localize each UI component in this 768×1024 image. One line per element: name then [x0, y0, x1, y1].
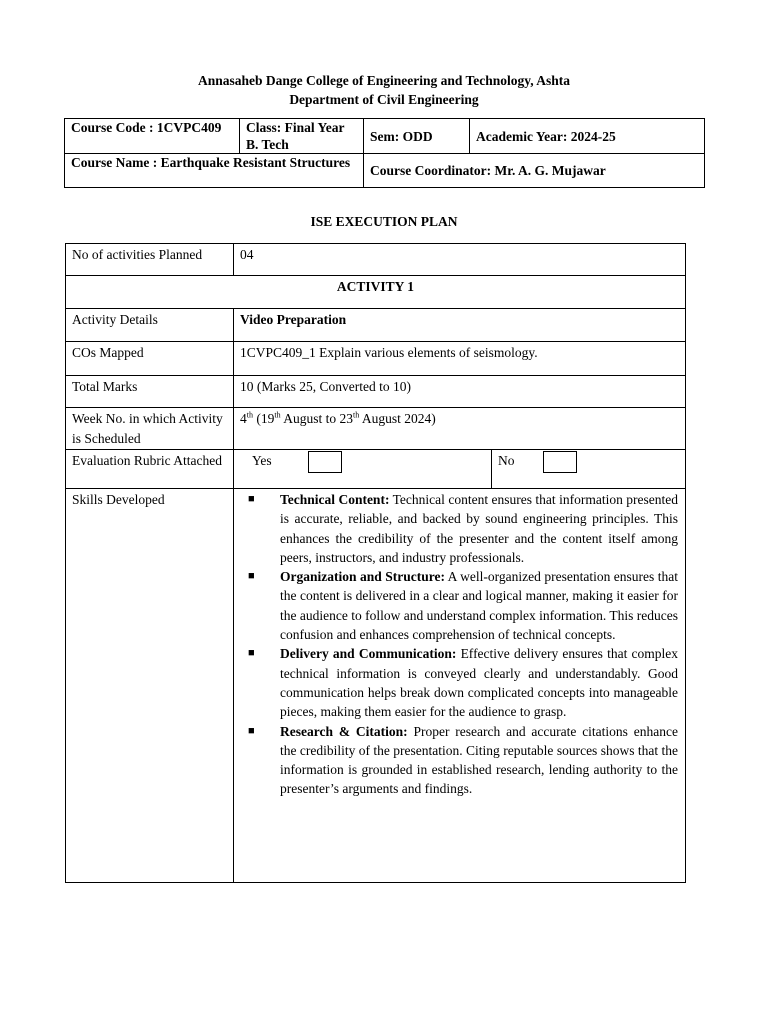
cos-label: COs Mapped — [66, 342, 234, 376]
bullet-icon: ■ — [248, 724, 255, 737]
skill-item: ■ Technical Content: Technical content ensures that information presented is accurate, reliable, and backed by sound engineering principles. This enhances the credibility of the presenter and the content itself among peers, instructors, and industry professionals. — [248, 492, 678, 565]
academic-year-cell: Academic Year: 2024-25 — [470, 119, 705, 154]
sem-cell: Sem: ODD — [364, 119, 470, 154]
course-code-cell: Course Code : 1CVPC409 — [65, 119, 240, 154]
rubric-no-cell — [492, 450, 686, 489]
week-label: Week No. in which Activity is Scheduled — [66, 408, 234, 450]
week-value: 4th (19th August to 23th August 2024) — [234, 408, 686, 450]
college-name: Annasaheb Dange College of Engineering and Technology, Ashta — [197, 73, 571, 88]
skills-cell — [234, 489, 686, 883]
document-header — [0, 71, 768, 109]
coordinator-cell: Course Coordinator: Mr. A. G. Mujawar — [364, 154, 705, 188]
details-value: Video Preparation — [234, 309, 686, 342]
bullet-icon: ■ — [248, 647, 255, 660]
marks-label: Total Marks — [66, 376, 234, 408]
skills-list — [240, 490, 678, 799]
rubric-no-label: No — [498, 453, 515, 468]
skills-label: Skills Developed — [66, 489, 234, 883]
activity-heading: ACTIVITY 1 — [66, 276, 686, 309]
skill-item: ■ Research & Citation: Proper research and accurate citations enhance the credibility of the presentation. Citing reputable sources shows that the information is grounded in established research, lending authority to the presenter’s arguments and findings. — [248, 723, 678, 797]
rubric-yes-cell — [234, 450, 492, 489]
bullet-icon: ■ — [248, 493, 255, 505]
activities-planned-label: No of activities Planned — [66, 244, 234, 276]
skill-item: ■ Organization and Structure: A well-organized presentation ensures that the content is delivered in a clear and logical manner, making it easier for the audience to follow and understand complex information. This reduces confusion and enhances comprehension of technical concepts. — [248, 569, 679, 643]
rubric-yes-label: Yes — [252, 453, 272, 468]
rubric-yes-checkbox[interactable] — [308, 451, 342, 473]
department-name: Department of Civil Engineering — [289, 92, 479, 107]
skill-item: ■ Delivery and Communication: Effective delivery ensures that complex technical information is conveyed clearly and understandably. Good communication helps break down complicated concepts into manageable pieces, making them easier for the audience to grasp. — [248, 646, 678, 720]
details-label: Activity Details — [66, 309, 234, 342]
rubric-no-checkbox[interactable] — [543, 451, 577, 473]
class-cell: Class: Final Year B. Tech — [240, 119, 364, 154]
bullet-icon: ■ — [248, 570, 255, 583]
rubric-label: Evaluation Rubric Attached — [66, 450, 234, 489]
execution-plan-table — [65, 243, 686, 883]
activities-planned-value: 04 — [234, 244, 686, 276]
marks-value: 10 (Marks 25, Converted to 10) — [234, 376, 686, 408]
course-info-table — [64, 118, 705, 188]
course-name-cell: Course Name : Earthquake Resistant Structures — [65, 154, 364, 188]
plan-title: ISE EXECUTION PLAN — [310, 214, 458, 229]
cos-value: 1CVPC409_1 Explain various elements of seismology. — [234, 342, 686, 376]
